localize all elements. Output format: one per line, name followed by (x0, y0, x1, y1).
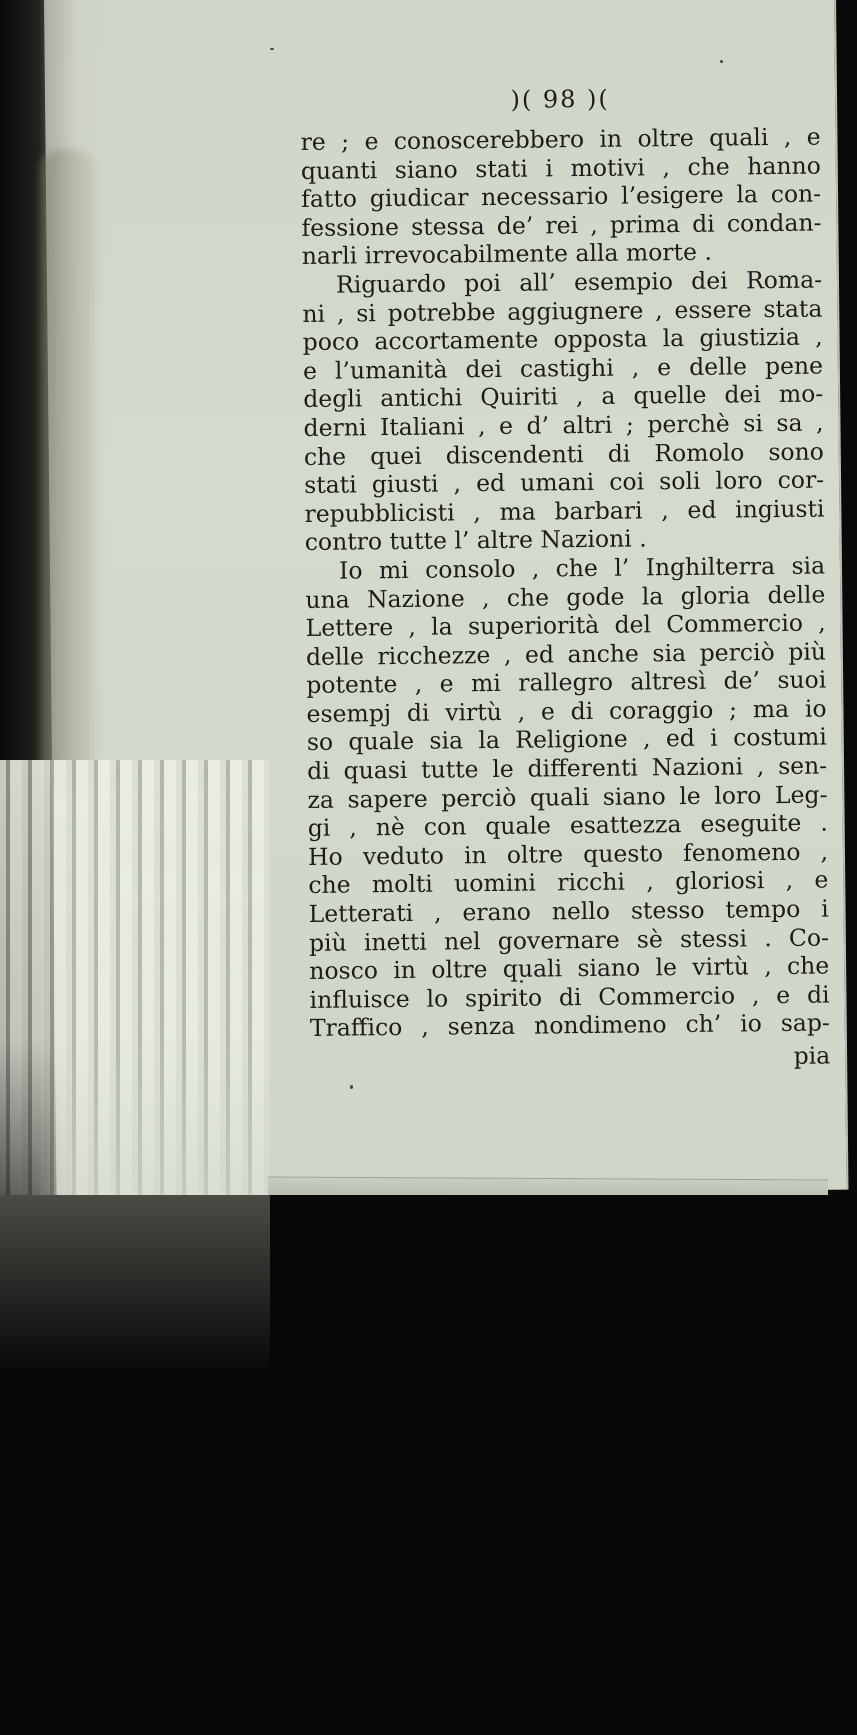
catchword: pia (793, 1041, 831, 1070)
text-line: Lettere , la superiorità del Commercio , (305, 608, 826, 643)
text-line: Riguardo poi all’ esempio dei Roma- (335, 265, 823, 299)
text-line: ni , si potrebbe aggiugnere , essere stata (302, 294, 823, 328)
text-line: fatto giudicar necessario l’esigere la con- (301, 179, 822, 214)
text-line: gi , nè con quale esattezza eseguite . (307, 808, 828, 843)
text-line: za sapere perciò quali siano le loro Leg- (307, 780, 828, 814)
text-line: influisce lo spirito di Commercio , e di (309, 980, 830, 1014)
text-line: che quei discendenti di Romolo sono (303, 437, 825, 471)
text-line: Letterati , erano nello stesso tempo i (308, 894, 829, 928)
text-line: Traffico , senza nondimeno ch’ io sap- (309, 1008, 831, 1043)
text-line: Io mi consolo , che l’ Inghilterra sia (338, 551, 826, 585)
text-line: so quale sia la Religione , ed i costumi (306, 722, 828, 757)
text-line: e l’umanità dei castighi , e delle pene (302, 351, 824, 385)
text-line: che molti uomini ricchi , gloriosi , e (308, 865, 829, 900)
text-line: repubblicisti , ma barbari , ed ingiusti (304, 494, 825, 528)
text-line: fessione stessa de’ rei , prima di condan- (301, 208, 822, 242)
text-line: nosco in oltre quali siano le virtù , che (309, 951, 830, 986)
text-line: Ho veduto in oltre questo fenomeno , (307, 837, 829, 871)
text-line: una Nazione , che gode la gloria delle (305, 580, 826, 614)
text-line: quanti siano stati i motivi , che hanno (300, 151, 822, 185)
text-line: più inetti nel governare sè stessi . Co- (308, 923, 830, 957)
page-text (300, 79, 830, 1076)
text-line: derni Italiani , e d’ altri ; perchè si sa , (303, 408, 824, 442)
text-line: potente , e mi rallegro altresì de’ suoi (306, 665, 827, 700)
text-line: contro tutte l’ altre Nazioni . (304, 524, 647, 557)
text-line: poco accortamente opposta la giustizia , (302, 322, 823, 357)
text-line: degli antichi Quiriti , a quelle dei mo- (303, 379, 824, 414)
text-line: di quasi tutte le differenti Nazioni , sen- (307, 751, 828, 786)
text-line: re ; e conoscerebbero in oltre quali , e (300, 122, 821, 156)
text-line: esempj di virtù , e di coraggio ; ma io (306, 694, 827, 728)
text-line: delle ricchezze , ed anche sia perciò più (305, 637, 827, 671)
text-line: narli irrevocabilmente alla morte . (301, 238, 713, 271)
dark-background (0, 1195, 857, 1735)
page-number: )( 98 )( (510, 84, 610, 114)
scan-fade-artifact (0, 1195, 270, 1375)
text-line: stati giusti , ed umani coi soli loro cor- (304, 465, 825, 500)
